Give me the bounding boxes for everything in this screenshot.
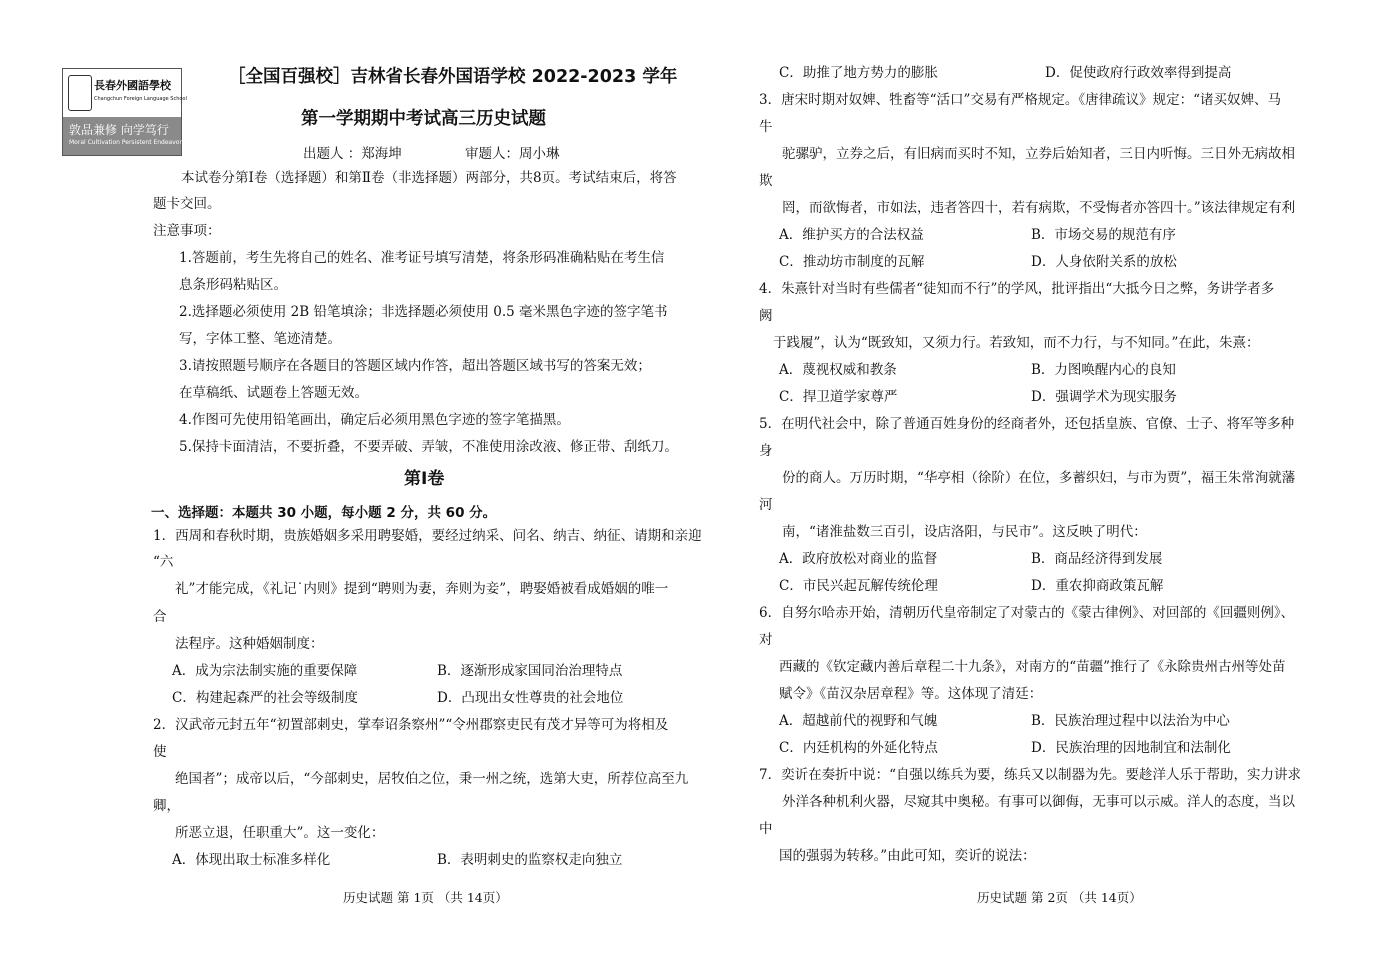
q2-option-a: A．体现出取士标准多样化 — [172, 852, 331, 868]
q5-line: 身 — [759, 443, 773, 459]
q4-option-a: A．蔑视权威和教条 — [779, 362, 897, 378]
q6-line: 6．自努尔哈赤开始，清朝历代皇帝制定了对蒙古的《蒙古律例》、对回部的《回疆则例》、 — [759, 605, 1295, 621]
question-setter: 出题人 ：郑海坤 — [303, 146, 402, 162]
q3-line: 3．唐宋时期对奴婢、牲畜等“活口”交易有严格规定。《唐律疏议》规定：“诸买奴婢、马 — [759, 92, 1282, 108]
q5-option-b: B．商品经济得到发展 — [1031, 551, 1163, 567]
q5-line: 5．在明代社会中，除了普通百姓身份的经商者外，还包括皇族、官僚、士子、将军等多种 — [759, 416, 1295, 432]
volume-title: 第Ⅰ卷 — [404, 469, 445, 489]
q2-option-d: D．促使政府行政效率得到提高 — [1045, 65, 1232, 81]
intro-line-2: 题卡交回。 — [153, 196, 221, 212]
logo-bottom — [63, 117, 181, 155]
logo-motto-en: Moral Cultivation Persistent Endeavor — [69, 139, 182, 146]
intro-line-1: 本试卷分第Ⅰ卷（选择题）和第Ⅱ卷（非选择题）两部分，共8页。考试结束后，将答 — [181, 170, 677, 186]
exam-title-line2: 第一学期期中考试高三历史试题 — [301, 109, 546, 129]
q1-line: “六 — [153, 554, 174, 570]
page-footer: 历史试题 第 1页 （共 14页） — [343, 890, 508, 905]
q1-line: 合 — [153, 609, 167, 625]
q1-option-c: C．构建起森严的社会等级制度 — [172, 690, 358, 706]
q7-line: 中 — [759, 821, 773, 837]
section-title: 一、选择题：本题共 30 小题，每小题 2 分，共 60 分。 — [151, 505, 497, 521]
q6-line: 赋令》《苗汉杂居章程》等。这体现了清廷： — [779, 686, 1043, 702]
q3-line: 罔，而欲悔者，市如法，违者答四十，若有病欺，不受悔者亦答四十。”该法律规定有利 — [782, 200, 1296, 216]
school-logo — [62, 68, 187, 156]
q4-option-d: D．强调学术为现实服务 — [1031, 389, 1177, 405]
q2-line: 2．汉武帝元封五年“初置部刺史，掌奉诏条察州”“令州郡察吏民有茂才异等可为将相及 — [153, 717, 669, 733]
q1-option-a: A．成为宗法制实施的重要保障 — [172, 663, 358, 679]
notice-line: 在草稿纸、试题卷上答题无效。 — [179, 385, 368, 401]
exam-title-line1: ［全国百强校］吉林省长春外国语学校 2022-2023 学年 — [228, 67, 678, 87]
q5-line: 份的商人。万历时期，“华亭相（徐阶）在位，多蓄织妇，与市为贾”，福王朱常洵就藩 — [782, 470, 1296, 486]
logo-school-name-en: Changchun Foreign Language School — [94, 96, 187, 102]
q2-line: 绝国者”；成帝以后，“今部刺史，居牧伯之位，秉一州之统，选第大吏，所荐位高至九 — [175, 771, 689, 787]
notice-line: 4.作图可先使用铅笔画出，确定后必须用黑色字迹的签字笔描黑。 — [179, 412, 570, 428]
notice-line: 1.答题前，考生先将自己的姓名、准考证号填写清楚，将条形码准确粘贴在考生信 — [179, 250, 665, 266]
logo-school-name: 長春外國語學校 — [94, 79, 171, 92]
q6-line: 西藏的《钦定藏内善后章程二十九条》，对南方的“苗疆”推行了《永除贵州古州等处苗 — [779, 659, 1286, 675]
q3-line: 欺 — [759, 173, 773, 189]
q5-line: 南，“诸淮盐数三百引，设店洛阳，与民市”。这反映了明代： — [782, 524, 1147, 540]
q3-line: 驼骡驴，立券之后，有旧病而买时不知，立券后始知者，三日内听悔。三日外无病故相 — [782, 146, 1295, 162]
q2-option-c: C．助推了地方势力的膨胀 — [779, 65, 938, 81]
q3-option-a: A．维护买方的合法权益 — [779, 227, 924, 243]
q7-line: 7．奕䜣在奏折中说：“自强以练兵为要，练兵又以制器为先。要趁洋人乐于帮助，实力讲求 — [759, 767, 1301, 783]
notice-line: 3.请按照题号顺序在各题目的答题区域内作答，超出答题区域书写的答案无效； — [179, 358, 651, 374]
q3-option-d: D．人身依附关系的放松 — [1031, 254, 1177, 270]
q4-option-b: B．力图唤醒内心的良知 — [1031, 362, 1176, 378]
q1-line: 1．西周和春秋时期，贵族婚姻多采用聘娶婚，要经过纳采、问名、纳吉、纳征、请期和亲迎 — [153, 528, 702, 544]
page-footer: 历史试题 第 2页 （共 14页） — [977, 890, 1142, 905]
q7-line: 国的强弱为转移。”由此可知，奕䜣的说法： — [779, 848, 1036, 864]
q1-option-b: B．逐渐形成家国同治治理特点 — [437, 663, 623, 679]
q5-option-d: D．重农抑商政策瓦解 — [1031, 578, 1164, 594]
q2-option-b: B．表明刺史的监察权走向独立 — [437, 852, 623, 868]
q7-line: 外洋各种机利火器，尽窥其中奥秘。有事可以御侮，无事可以示威。洋人的态度，当以 — [782, 794, 1295, 810]
q2-line: 卿， — [153, 798, 180, 814]
logo-top — [63, 69, 187, 117]
question-reviewer: 审题人：周小琳 — [465, 146, 560, 162]
q6-option-a: A．超越前代的视野和气魄 — [779, 713, 938, 729]
q3-option-b: B．市场交易的规范有序 — [1031, 227, 1176, 243]
q4-line: 于践履”，认为“既致知，又须力行。若致知，而不力行，与不知同。”在此，朱熹： — [773, 335, 1260, 351]
q2-line: 使 — [153, 744, 167, 760]
q3-option-c: C．推动坊市制度的瓦解 — [779, 254, 925, 270]
q1-option-d: D．凸现出女性尊贵的社会地位 — [437, 690, 624, 706]
q1-line: 法程序。这种婚姻制度： — [175, 636, 324, 652]
notice-line: 写，字体工整、笔迹清楚。 — [179, 331, 341, 347]
logo-motto: 敦品兼修 向学笃行 — [69, 123, 169, 137]
q1-line: 礼”才能完成，《礼记˙内则》提到“聘则为妻，奔则为妾”，聘娶婚被看成婚姻的唯一 — [175, 581, 669, 597]
notice-heading: 注意事项： — [153, 223, 221, 239]
q5-option-a: A．政府放松对商业的监督 — [779, 551, 938, 567]
right-page — [690, 0, 1375, 971]
q4-option-c: C．捍卫道学家尊严 — [779, 389, 898, 405]
notice-line: 5.保持卡面清洁，不要折叠，不要弄破、弄皱，不准使用涂改液、修正带、刮纸刀。 — [179, 439, 678, 455]
q6-option-b: B．民族治理过程中以法治为中心 — [1031, 713, 1230, 729]
q6-option-c: C．内廷机构的外延化特点 — [779, 740, 938, 756]
notice-line: 2.选择题必须使用 2B 铅笔填涂；非选择题必须使用 0.5 毫米黑色字迹的签字笔书 — [179, 304, 668, 320]
q2-line: 所恶立退，任职重大”。这一变化： — [175, 825, 385, 841]
q5-line: 河 — [759, 497, 773, 513]
q4-line: 4．朱熹针对当时有些儒者“徒知而不行”的学风，批评指出“大抵今日之弊，务讲学者多 — [759, 281, 1275, 297]
q5-option-c: C．市民兴起瓦解传统伦理 — [779, 578, 938, 594]
q6-option-d: D．民族治理的因地制宜和法制化 — [1031, 740, 1231, 756]
q6-line: 对 — [759, 632, 773, 648]
q4-line: 阙 — [759, 308, 773, 324]
notice-line: 息条形码粘贴区。 — [179, 277, 287, 293]
school-emblem-icon — [68, 75, 92, 111]
q3-line: 牛 — [759, 119, 773, 135]
